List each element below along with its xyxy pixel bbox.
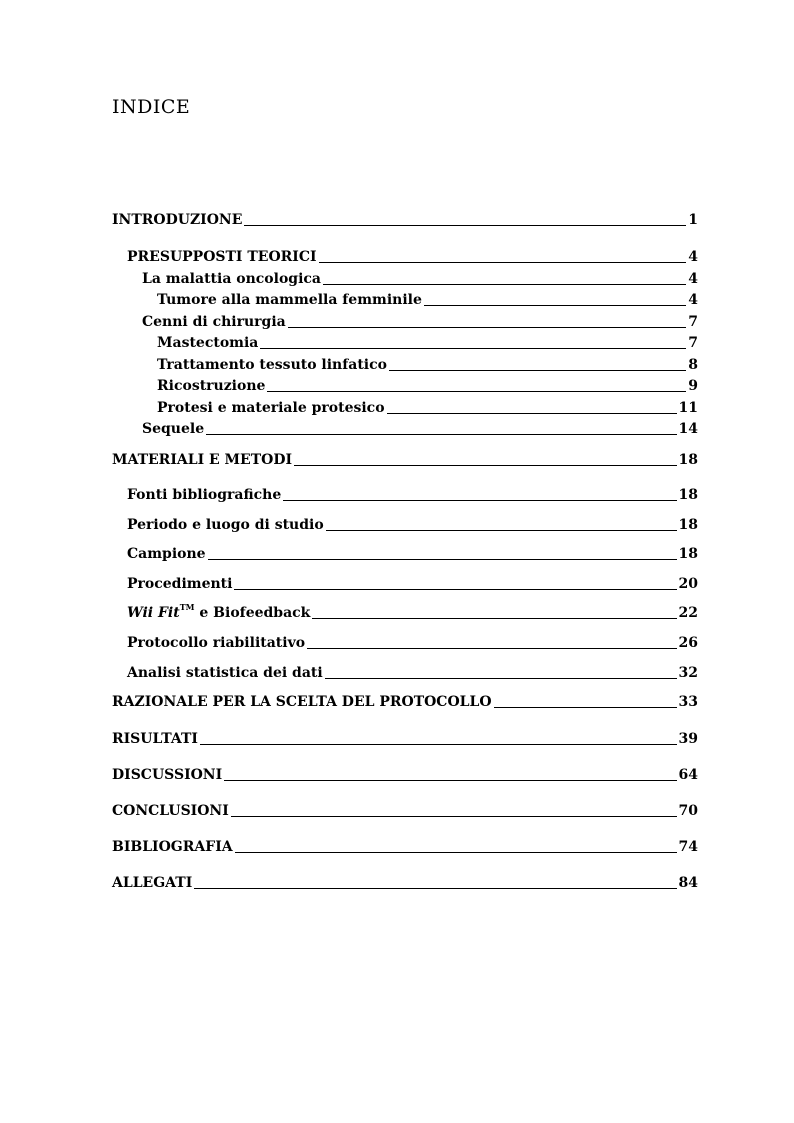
toc-entry-label: ALLEGATI bbox=[112, 875, 193, 891]
toc-leader-line bbox=[389, 369, 686, 371]
toc-entry-allegati[interactable] bbox=[112, 871, 698, 891]
toc-leader-line bbox=[208, 558, 677, 560]
toc-leader-line bbox=[206, 433, 676, 435]
toc-entry-bibliografia[interactable] bbox=[112, 835, 698, 855]
toc-entry-trattamento-linfatico[interactable] bbox=[157, 353, 698, 373]
toc-leader-line bbox=[234, 588, 676, 590]
toc-entry-sequele[interactable] bbox=[142, 417, 698, 437]
toc-page-number: 18 bbox=[678, 487, 698, 503]
toc-page-number: 84 bbox=[678, 875, 698, 891]
toc-page-number: 4 bbox=[688, 271, 698, 287]
toc-page-number: 7 bbox=[688, 314, 698, 330]
toc-page-number: 4 bbox=[688, 249, 698, 265]
toc-leader-line bbox=[235, 851, 677, 853]
toc-page-number: 18 bbox=[678, 546, 698, 562]
toc-page-number: 70 bbox=[678, 803, 698, 819]
toc-page-number: 74 bbox=[678, 839, 698, 855]
toc-entry-risultati[interactable] bbox=[112, 727, 698, 747]
toc-leader-line bbox=[325, 677, 677, 679]
toc-leader-line bbox=[494, 706, 677, 708]
toc-entry-label: RAZIONALE PER LA SCELTA DEL PROTOCOLLO bbox=[112, 694, 492, 710]
toc-leader-line bbox=[307, 647, 676, 649]
toc-entry-label: Analisi statistica dei dati bbox=[127, 665, 323, 681]
toc-entry-protocollo-riabilitativo[interactable] bbox=[127, 631, 698, 651]
toc-entry-label: Protocollo riabilitativo bbox=[127, 635, 306, 651]
toc-page-number: 9 bbox=[688, 378, 698, 394]
toc-entry-tumore-mammella[interactable] bbox=[157, 288, 698, 308]
toc-entry-materiali-metodi[interactable] bbox=[112, 448, 698, 468]
toc-entry-label: INTRODUZIONE bbox=[112, 212, 243, 228]
trademark-mark: TM bbox=[179, 602, 195, 613]
toc-leader-line bbox=[323, 283, 686, 285]
toc-entry-wii-fit-biofeedback[interactable] bbox=[127, 601, 698, 621]
toc-entry-label: Mastectomia bbox=[157, 335, 259, 351]
toc-entry-label: CONCLUSIONI bbox=[112, 803, 229, 819]
toc-page-number: 20 bbox=[678, 576, 698, 592]
toc-page-number: 32 bbox=[678, 665, 698, 681]
toc-entry-label: Procedimenti bbox=[127, 576, 233, 592]
toc-entry-label: La malattia oncologica bbox=[142, 271, 321, 287]
toc-entry-label: Cenni di chirurgia bbox=[142, 314, 286, 330]
toc-page-number: 18 bbox=[678, 517, 698, 533]
toc-leader-line bbox=[200, 743, 677, 745]
toc-page-number: 1 bbox=[688, 212, 698, 228]
toc-entry-procedimenti[interactable] bbox=[127, 572, 698, 592]
toc-entry-label bbox=[127, 602, 311, 621]
toc-entry-discussioni[interactable] bbox=[112, 763, 698, 783]
toc-page-number: 64 bbox=[678, 767, 698, 783]
toc-leader-line bbox=[319, 261, 687, 263]
toc-leader-line bbox=[387, 412, 677, 414]
toc-leader-line bbox=[288, 326, 687, 328]
toc-entry-label: Fonti bibliografiche bbox=[127, 487, 282, 503]
toc-leader-line bbox=[283, 499, 676, 501]
toc-leader-line bbox=[312, 617, 676, 619]
toc-page-number: 8 bbox=[688, 357, 698, 373]
toc-page-number: 22 bbox=[678, 605, 698, 621]
toc-entry-cenni-chirurgia[interactable] bbox=[142, 310, 698, 330]
toc-entry-malattia-oncologica[interactable] bbox=[142, 267, 698, 287]
toc-entry-label: Protesi e materiale protesico bbox=[157, 400, 385, 416]
toc-entry-introduzione[interactable] bbox=[112, 208, 698, 228]
toc-leader-line bbox=[231, 815, 677, 817]
toc-entry-fonti-bibliografiche[interactable] bbox=[127, 483, 698, 503]
toc-entry-ricostruzione[interactable] bbox=[157, 374, 698, 394]
toc-page-number: 33 bbox=[678, 694, 698, 710]
toc-entry-label: BIBLIOGRAFIA bbox=[112, 839, 233, 855]
toc-leader-line bbox=[294, 464, 677, 466]
toc-leader-line bbox=[194, 887, 676, 889]
toc-entry-label: Campione bbox=[127, 546, 206, 562]
toc-entry-label: Tumore alla mammella femminile bbox=[157, 292, 422, 308]
toc-entry-razionale[interactable] bbox=[112, 690, 698, 710]
toc-leader-line bbox=[224, 779, 676, 781]
toc-leader-line bbox=[260, 347, 686, 349]
toc-entry-mastectomia[interactable] bbox=[157, 331, 698, 351]
toc-entry-label-italic: Wii Fit bbox=[127, 605, 180, 621]
toc-leader-line bbox=[424, 304, 686, 306]
toc-entry-campione[interactable] bbox=[127, 542, 698, 562]
toc-leader-line bbox=[326, 529, 677, 531]
toc-page-number: 39 bbox=[678, 731, 698, 747]
toc-leader-line bbox=[267, 390, 686, 392]
toc-page-number: 14 bbox=[678, 421, 698, 437]
toc-entry-label: PRESUPPOSTI TEORICI bbox=[127, 249, 317, 265]
toc-entry-label: Ricostruzione bbox=[157, 378, 266, 394]
toc-entry-label: Periodo e luogo di studio bbox=[127, 517, 324, 533]
toc-entry-conclusioni[interactable] bbox=[112, 799, 698, 819]
toc-entry-label: Sequele bbox=[142, 421, 205, 437]
toc-page-number: 4 bbox=[688, 292, 698, 308]
page-title: INDICE bbox=[112, 96, 191, 118]
toc-entry-label: DISCUSSIONI bbox=[112, 767, 223, 783]
toc-leader-line bbox=[244, 224, 686, 226]
toc-entry-label: RISULTATI bbox=[112, 731, 198, 747]
toc-entry-label: MATERIALI E METODI bbox=[112, 452, 293, 468]
toc-entry-presupposti-teorici[interactable] bbox=[127, 245, 698, 265]
toc-entry-label-rest: e Biofeedback bbox=[194, 605, 311, 621]
toc-page-number: 26 bbox=[678, 635, 698, 651]
toc-entry-analisi-statistica[interactable] bbox=[127, 661, 698, 681]
toc-page-number: 11 bbox=[678, 400, 698, 416]
toc-page-number: 18 bbox=[678, 452, 698, 468]
toc-page-number: 7 bbox=[688, 335, 698, 351]
toc-entry-periodo-luogo[interactable] bbox=[127, 513, 698, 533]
toc-entry-protesi[interactable] bbox=[157, 396, 698, 416]
toc-entry-label: Trattamento tessuto linfatico bbox=[157, 357, 387, 373]
